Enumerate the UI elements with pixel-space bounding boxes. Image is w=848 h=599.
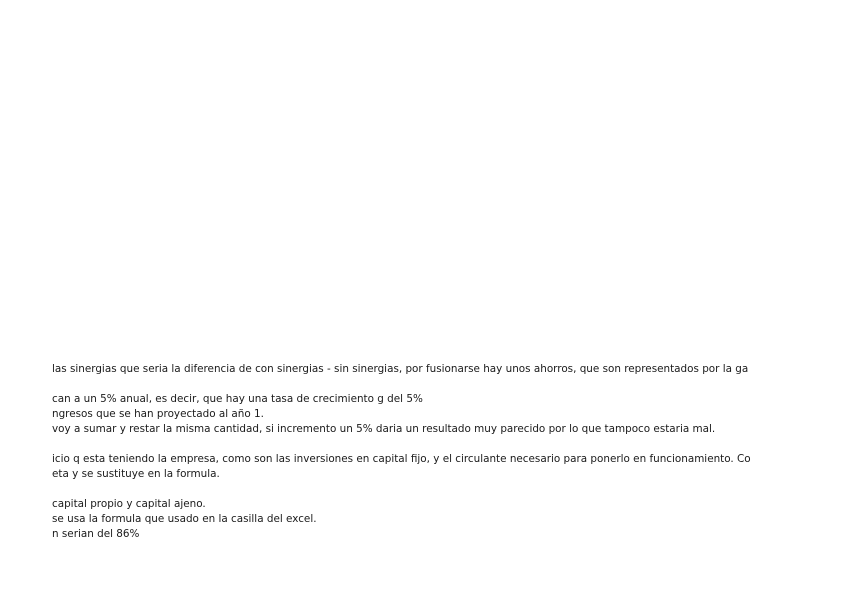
text-line-5: icio q esta teniendo la empresa, como son las inversiones en capital fijo, y el circulante necesario para ponerlo en funcionamiento. Co bbox=[52, 453, 751, 465]
text-line-9: n serian del 86% bbox=[52, 528, 140, 540]
text-line-6: eta y se sustituye en la formula. bbox=[52, 468, 220, 480]
blank-line-1 bbox=[52, 377, 842, 392]
text-line-1: las sinergias que seria la diferencia de con sinergias - sin sinergias, por fusionarse hay unos ahorros, que son representados por la ga bbox=[52, 363, 749, 375]
text-line-2: can a un 5% anual, es decir, que hay una tasa de crecimiento g del 5% bbox=[52, 393, 423, 405]
blank-line-3 bbox=[52, 482, 842, 497]
blank-line-2 bbox=[52, 437, 842, 452]
document-text-block bbox=[52, 362, 842, 542]
text-line-4: voy a sumar y restar la misma cantidad, si incremento un 5% daria un resultado muy parecido por lo que tampoco estaria mal. bbox=[52, 423, 716, 435]
text-line-3: ngresos que se han proyectado al año 1. bbox=[52, 408, 264, 420]
text-line-8: se usa la formula que usado en la casilla del excel. bbox=[52, 513, 317, 525]
text-line-7: capital propio y capital ajeno. bbox=[52, 498, 206, 510]
